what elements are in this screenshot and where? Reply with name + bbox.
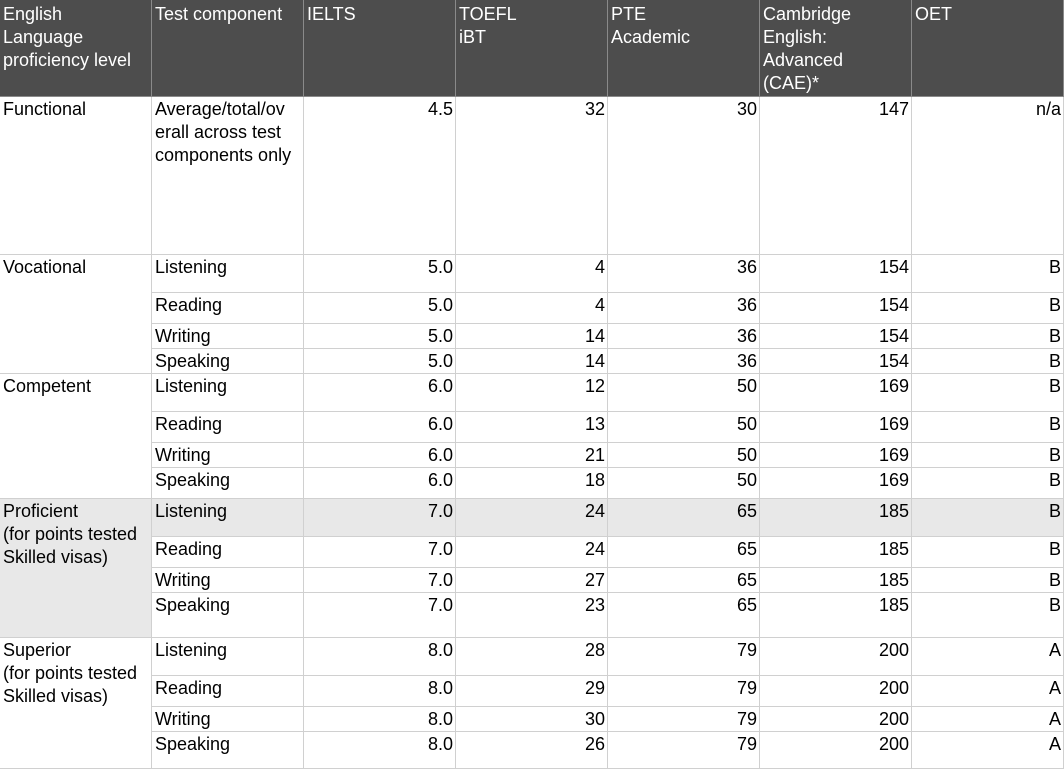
pte-score-cell: 50 bbox=[608, 443, 760, 468]
component-cell: Listening bbox=[152, 374, 304, 412]
toefl-score-cell: 12 bbox=[456, 374, 608, 412]
toefl-score-cell: 14 bbox=[456, 324, 608, 349]
ielts-score-cell: 7.0 bbox=[304, 537, 456, 568]
toefl-score-cell: 18 bbox=[456, 468, 608, 499]
pte-score-cell: 36 bbox=[608, 255, 760, 293]
pte-score-cell: 65 bbox=[608, 537, 760, 568]
oet-score-cell: B bbox=[912, 568, 1064, 593]
pte-score-cell: 30 bbox=[608, 97, 760, 255]
header-cambridge-cae: Cambridge English: Advanced (CAE)* bbox=[760, 0, 912, 97]
cae-score-cell: 154 bbox=[760, 255, 912, 293]
cae-score-cell: 200 bbox=[760, 676, 912, 707]
toefl-score-cell: 30 bbox=[456, 707, 608, 732]
cae-score-cell: 169 bbox=[760, 443, 912, 468]
ielts-score-cell: 4.5 bbox=[304, 97, 456, 255]
component-cell: Reading bbox=[152, 293, 304, 324]
component-cell: Speaking bbox=[152, 468, 304, 499]
cae-score-cell: 154 bbox=[760, 349, 912, 374]
ielts-score-cell: 8.0 bbox=[304, 638, 456, 676]
pte-score-cell: 65 bbox=[608, 593, 760, 638]
oet-score-cell: B bbox=[912, 324, 1064, 349]
cae-score-cell: 169 bbox=[760, 374, 912, 412]
ielts-score-cell: 7.0 bbox=[304, 593, 456, 638]
ielts-score-cell: 8.0 bbox=[304, 707, 456, 732]
toefl-score-cell: 32 bbox=[456, 97, 608, 255]
toefl-score-cell: 28 bbox=[456, 638, 608, 676]
oet-score-cell: B bbox=[912, 537, 1064, 568]
level-cell: Competent bbox=[0, 374, 152, 499]
component-cell: Speaking bbox=[152, 349, 304, 374]
pte-score-cell: 50 bbox=[608, 468, 760, 499]
component-cell: Listening bbox=[152, 638, 304, 676]
ielts-score-cell: 6.0 bbox=[304, 412, 456, 443]
pte-score-cell: 79 bbox=[608, 676, 760, 707]
ielts-score-cell: 8.0 bbox=[304, 732, 456, 769]
header-test-component: Test component bbox=[152, 0, 304, 97]
ielts-score-cell: 6.0 bbox=[304, 374, 456, 412]
oet-score-cell: A bbox=[912, 638, 1064, 676]
cae-score-cell: 200 bbox=[760, 707, 912, 732]
pte-score-cell: 65 bbox=[608, 499, 760, 537]
cae-score-cell: 200 bbox=[760, 732, 912, 769]
ielts-score-cell: 5.0 bbox=[304, 293, 456, 324]
oet-score-cell: B bbox=[912, 293, 1064, 324]
oet-score-cell: B bbox=[912, 593, 1064, 638]
oet-score-cell: B bbox=[912, 255, 1064, 293]
level-cell: Functional bbox=[0, 97, 152, 255]
oet-score-cell: A bbox=[912, 732, 1064, 769]
oet-score-cell: B bbox=[912, 468, 1064, 499]
component-cell: Writing bbox=[152, 324, 304, 349]
toefl-score-cell: 27 bbox=[456, 568, 608, 593]
pte-score-cell: 65 bbox=[608, 568, 760, 593]
toefl-score-cell: 4 bbox=[456, 293, 608, 324]
toefl-score-cell: 24 bbox=[456, 499, 608, 537]
level-cell: Proficient (for points tested Skilled visas) bbox=[0, 499, 152, 638]
ielts-score-cell: 5.0 bbox=[304, 349, 456, 374]
pte-score-cell: 50 bbox=[608, 374, 760, 412]
component-cell: Reading bbox=[152, 537, 304, 568]
ielts-score-cell: 7.0 bbox=[304, 568, 456, 593]
header-proficiency-level: English Language proficiency level bbox=[0, 0, 152, 97]
toefl-score-cell: 21 bbox=[456, 443, 608, 468]
toefl-score-cell: 13 bbox=[456, 412, 608, 443]
toefl-score-cell: 4 bbox=[456, 255, 608, 293]
pte-score-cell: 36 bbox=[608, 324, 760, 349]
oet-score-cell: A bbox=[912, 676, 1064, 707]
cae-score-cell: 169 bbox=[760, 468, 912, 499]
oet-score-cell: B bbox=[912, 349, 1064, 374]
toefl-score-cell: 23 bbox=[456, 593, 608, 638]
cae-score-cell: 185 bbox=[760, 499, 912, 537]
ielts-score-cell: 6.0 bbox=[304, 468, 456, 499]
header-toefl-ibt: TOEFL iBT bbox=[456, 0, 608, 97]
ielts-score-cell: 5.0 bbox=[304, 324, 456, 349]
pte-score-cell: 36 bbox=[608, 349, 760, 374]
level-cell: Superior (for points tested Skilled visas) bbox=[0, 638, 152, 769]
toefl-score-cell: 24 bbox=[456, 537, 608, 568]
level-cell: Vocational bbox=[0, 255, 152, 374]
oet-score-cell: B bbox=[912, 374, 1064, 412]
cae-score-cell: 185 bbox=[760, 568, 912, 593]
oet-score-cell: B bbox=[912, 412, 1064, 443]
pte-score-cell: 79 bbox=[608, 638, 760, 676]
pte-score-cell: 50 bbox=[608, 412, 760, 443]
oet-score-cell: B bbox=[912, 443, 1064, 468]
component-cell: Listening bbox=[152, 499, 304, 537]
header-pte-academic: PTE Academic bbox=[608, 0, 760, 97]
component-cell: Writing bbox=[152, 707, 304, 732]
cae-score-cell: 185 bbox=[760, 593, 912, 638]
cae-score-cell: 154 bbox=[760, 324, 912, 349]
oet-score-cell: A bbox=[912, 707, 1064, 732]
component-cell: Reading bbox=[152, 412, 304, 443]
pte-score-cell: 36 bbox=[608, 293, 760, 324]
cae-score-cell: 154 bbox=[760, 293, 912, 324]
cae-score-cell: 147 bbox=[760, 97, 912, 255]
component-cell: Listening bbox=[152, 255, 304, 293]
component-cell: Writing bbox=[152, 443, 304, 468]
oet-score-cell: B bbox=[912, 499, 1064, 537]
pte-score-cell: 79 bbox=[608, 732, 760, 769]
header-oet: OET bbox=[912, 0, 1064, 97]
component-cell: Writing bbox=[152, 568, 304, 593]
cae-score-cell: 185 bbox=[760, 537, 912, 568]
toefl-score-cell: 29 bbox=[456, 676, 608, 707]
component-cell: Average/total/ov erall across test components only bbox=[152, 97, 304, 255]
ielts-score-cell: 7.0 bbox=[304, 499, 456, 537]
component-cell: Speaking bbox=[152, 593, 304, 638]
oet-score-cell: n/a bbox=[912, 97, 1064, 255]
toefl-score-cell: 14 bbox=[456, 349, 608, 374]
header-ielts: IELTS bbox=[304, 0, 456, 97]
cae-score-cell: 200 bbox=[760, 638, 912, 676]
toefl-score-cell: 26 bbox=[456, 732, 608, 769]
ielts-score-cell: 6.0 bbox=[304, 443, 456, 468]
component-cell: Speaking bbox=[152, 732, 304, 769]
pte-score-cell: 79 bbox=[608, 707, 760, 732]
cae-score-cell: 169 bbox=[760, 412, 912, 443]
ielts-score-cell: 8.0 bbox=[304, 676, 456, 707]
ielts-score-cell: 5.0 bbox=[304, 255, 456, 293]
component-cell: Reading bbox=[152, 676, 304, 707]
